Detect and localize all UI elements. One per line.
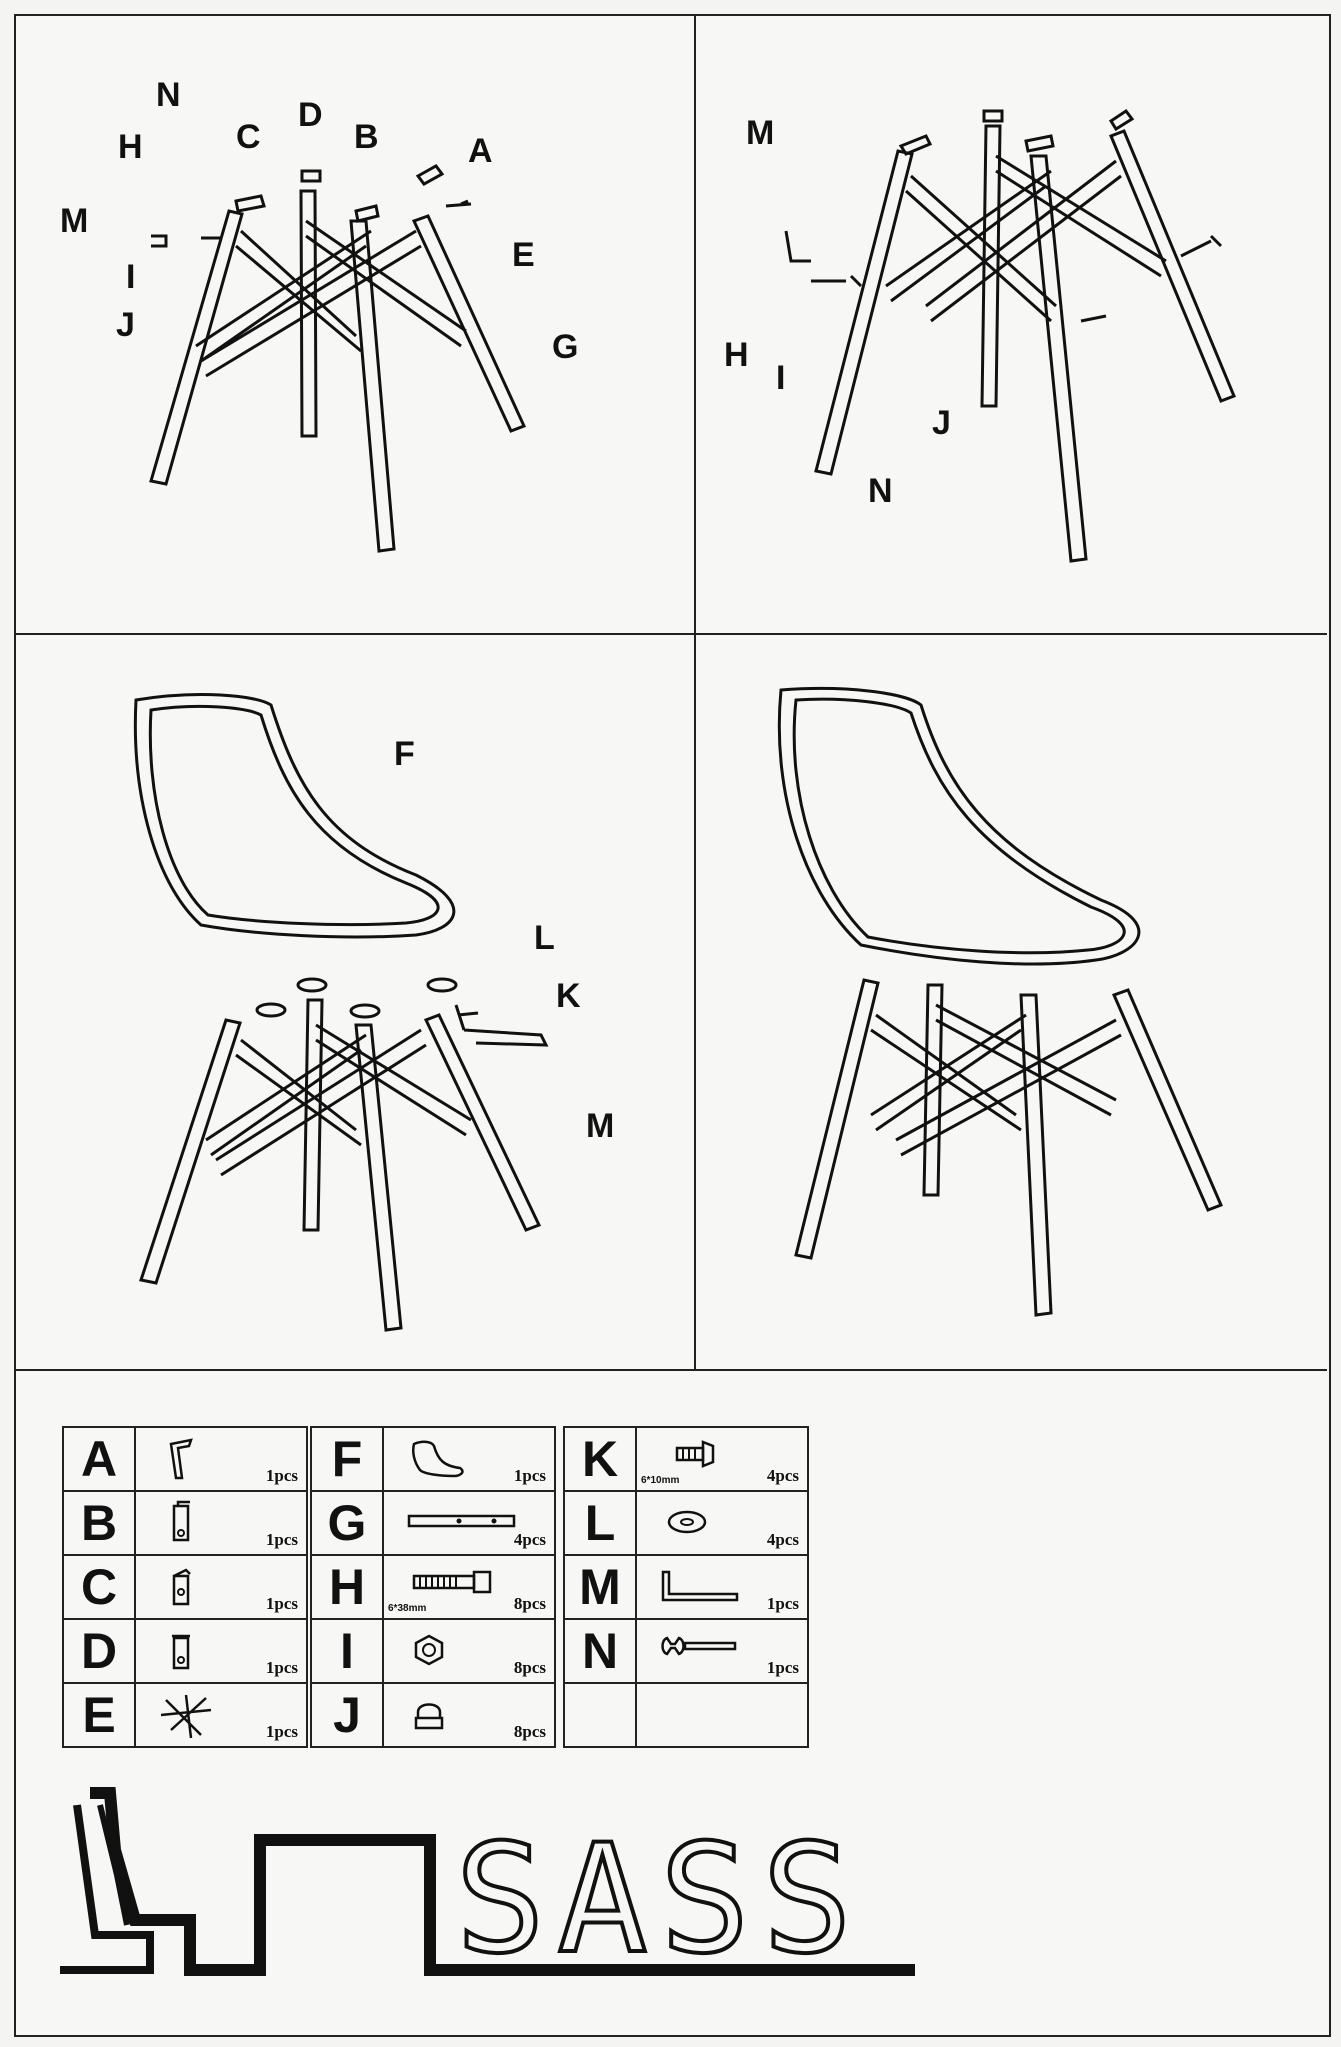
table-row <box>311 1555 555 1619</box>
table-row <box>63 1619 307 1683</box>
callout-m-3: M <box>586 1107 615 1145</box>
callout-g: G <box>552 328 579 366</box>
part-qty: 8pcs <box>513 1658 546 1677</box>
callout-a: A <box>468 132 493 170</box>
part-letter: M <box>564 1555 636 1619</box>
part-cell-h <box>383 1555 555 1619</box>
step3-chair-drawing <box>16 635 694 1369</box>
part-cell-l <box>636 1491 808 1555</box>
part-letter: D <box>63 1619 135 1683</box>
part-qty: 8pcs <box>513 1594 546 1613</box>
part-letter: E <box>63 1683 135 1747</box>
table-row <box>311 1427 555 1491</box>
part-cell-n <box>636 1619 808 1683</box>
table-row <box>63 1555 307 1619</box>
part-dimension: 6*10mm <box>641 1475 680 1486</box>
part-qty: 1pcs <box>265 1658 298 1677</box>
callout-f: F <box>394 735 415 773</box>
cross-frame-icon <box>156 1690 226 1740</box>
part-cell-empty <box>636 1683 808 1747</box>
part-cell-d <box>135 1619 307 1683</box>
bolt-icon <box>404 1562 504 1602</box>
divider-horizontal-2 <box>14 1369 1327 1371</box>
part-qty: 1pcs <box>766 1658 799 1677</box>
callout-l: L <box>534 919 555 957</box>
callout-e: E <box>512 236 535 274</box>
step4-chair-drawing <box>696 635 1327 1369</box>
callout-c: C <box>236 118 261 156</box>
callout-m: M <box>60 202 89 240</box>
part-letter: F <box>311 1427 383 1491</box>
part-qty: 1pcs <box>513 1466 546 1485</box>
part-qty: 4pcs <box>766 1530 799 1549</box>
table-row <box>564 1555 808 1619</box>
part-letter: N <box>564 1619 636 1683</box>
part-letter: K <box>564 1427 636 1491</box>
table-row <box>564 1491 808 1555</box>
allen-key-icon <box>657 1562 747 1612</box>
part-letter: J <box>311 1683 383 1747</box>
part-cell-a <box>135 1427 307 1491</box>
bracket-b-icon <box>156 1498 206 1548</box>
callout-b: B <box>354 118 379 156</box>
table-row <box>311 1619 555 1683</box>
table-row <box>564 1427 808 1491</box>
callout-i-2: I <box>776 359 786 397</box>
part-cell-e <box>135 1683 307 1747</box>
table-row <box>63 1683 307 1747</box>
step1-panel <box>16 16 694 633</box>
part-qty: 4pcs <box>766 1466 799 1485</box>
parts-table-col2 <box>310 1426 556 1748</box>
part-qty: 1pcs <box>265 1722 298 1741</box>
table-row <box>564 1619 808 1683</box>
part-cell-f <box>383 1427 555 1491</box>
cap-nut-icon <box>404 1690 454 1740</box>
part-qty: 1pcs <box>766 1594 799 1613</box>
table-row <box>564 1683 808 1747</box>
part-dimension: 6*38mm <box>388 1603 427 1614</box>
part-cell-g <box>383 1491 555 1555</box>
hex-nut-icon <box>404 1626 454 1676</box>
part-qty: 1pcs <box>265 1466 298 1485</box>
spanner-icon <box>657 1626 747 1666</box>
bracket-d-icon <box>156 1626 206 1676</box>
part-qty: 8pcs <box>513 1722 546 1741</box>
leg-icon <box>404 1498 524 1548</box>
step2-panel <box>696 16 1327 633</box>
seat-shell-icon <box>404 1434 474 1484</box>
washer-icon <box>657 1498 717 1548</box>
part-letter: H <box>311 1555 383 1619</box>
callout-j-2: J <box>932 404 951 442</box>
callout-j: J <box>116 306 135 344</box>
callout-m-2: M <box>746 114 775 152</box>
part-qty: 1pcs <box>265 1530 298 1549</box>
part-letter: C <box>63 1555 135 1619</box>
table-row <box>311 1491 555 1555</box>
callout-i: I <box>126 258 136 296</box>
callout-d: D <box>298 96 323 134</box>
callout-n-2: N <box>868 472 893 510</box>
part-qty: 4pcs <box>513 1530 546 1549</box>
part-letter: A <box>63 1427 135 1491</box>
table-row <box>311 1683 555 1747</box>
bracket-c-icon <box>156 1562 206 1612</box>
part-cell-i <box>383 1619 555 1683</box>
brand-name: SASS <box>455 1813 865 1987</box>
table-row <box>63 1427 307 1491</box>
l-bracket-icon <box>156 1434 206 1484</box>
part-letter: I <box>311 1619 383 1683</box>
part-cell-c <box>135 1555 307 1619</box>
step2-base-drawing <box>696 16 1327 633</box>
brand-logo <box>55 1775 925 1987</box>
part-letter-empty <box>564 1683 636 1747</box>
part-letter: B <box>63 1491 135 1555</box>
parts-table-col1 <box>62 1426 308 1748</box>
step3-panel <box>16 635 694 1369</box>
part-letter: L <box>564 1491 636 1555</box>
part-qty: 1pcs <box>265 1594 298 1613</box>
table-row <box>63 1491 307 1555</box>
short-bolt-icon <box>657 1434 737 1474</box>
step4-panel <box>696 635 1327 1369</box>
part-letter: G <box>311 1491 383 1555</box>
part-cell-j <box>383 1683 555 1747</box>
part-cell-k <box>636 1427 808 1491</box>
callout-h-2: H <box>724 336 749 374</box>
callout-n: N <box>156 76 181 114</box>
part-cell-b <box>135 1491 307 1555</box>
callout-h: H <box>118 128 143 166</box>
parts-table-col3 <box>563 1426 809 1748</box>
part-cell-m <box>636 1555 808 1619</box>
callout-k: K <box>556 977 581 1015</box>
